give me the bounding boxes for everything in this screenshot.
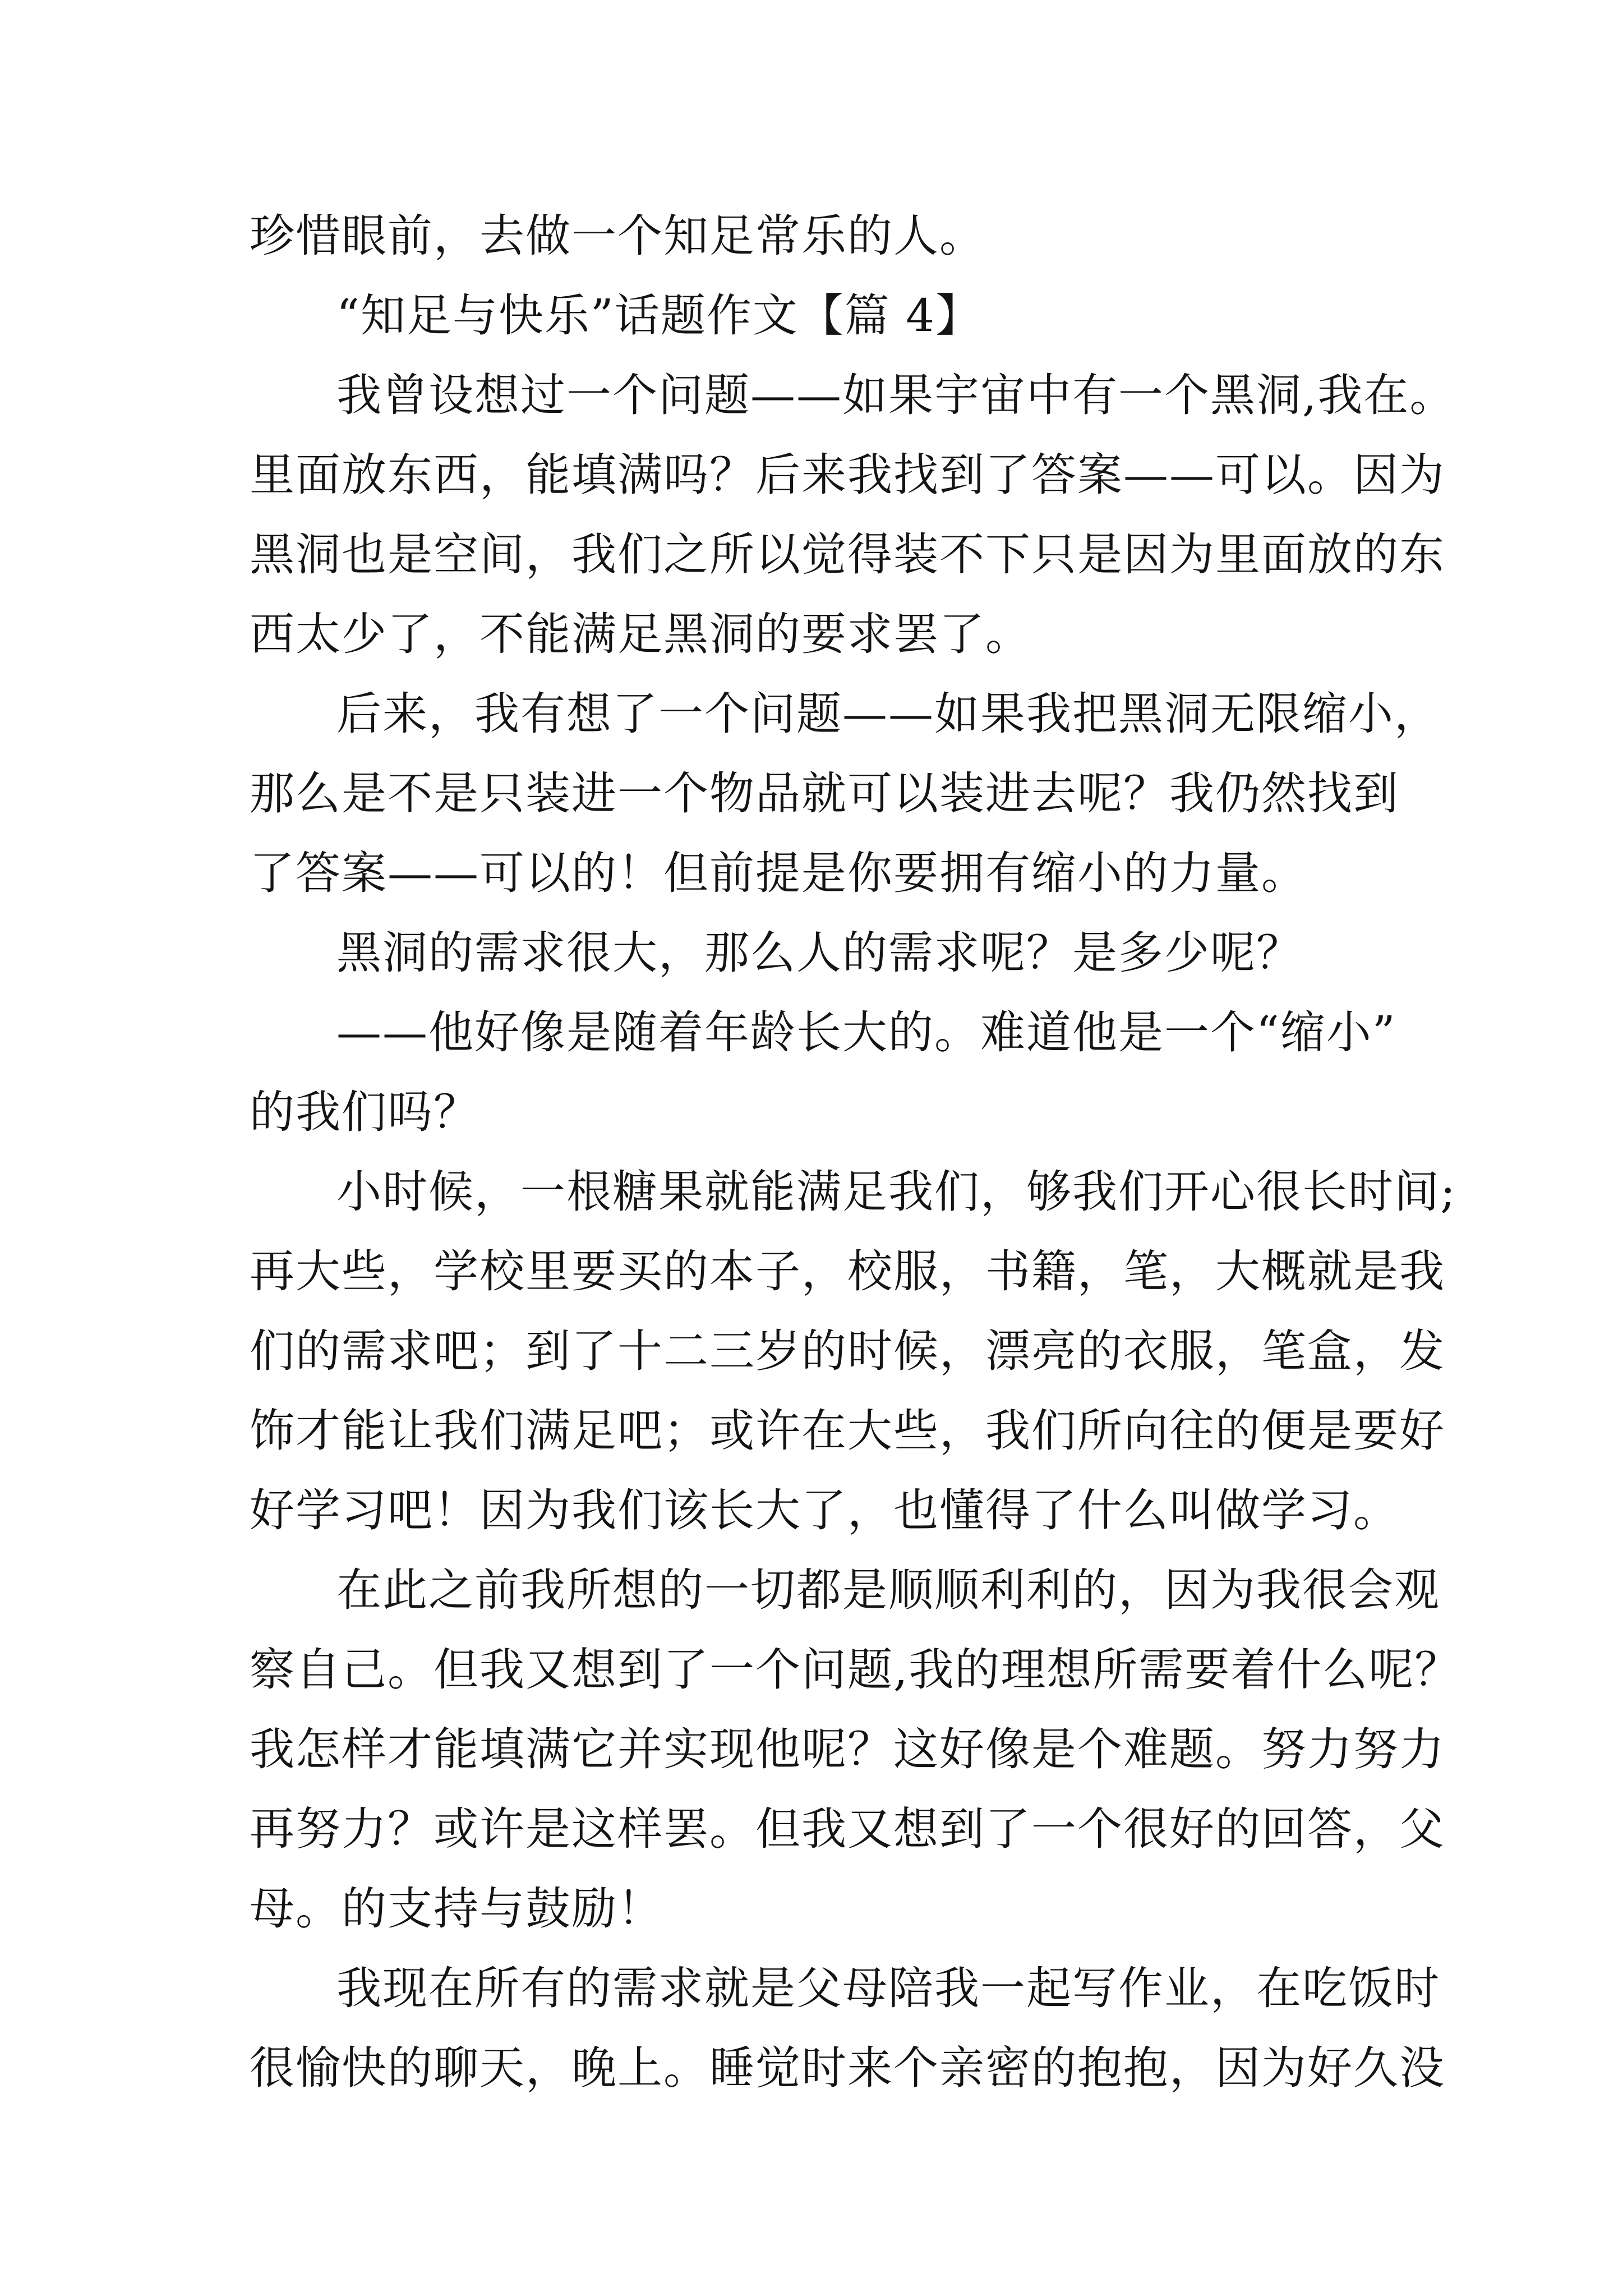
section-heading: “知足与快乐”话题作文【篇 4】 (336, 289, 982, 342)
text-line: 我现在所有的需求就是父母陪我一起写作业，在吃饭时 (336, 1962, 1440, 2014)
text-line: 们的需求吧；到了十二三岁的时候，漂亮的衣服，笔盒，发 (250, 1325, 1445, 1377)
text-line: 好学习吧！因为我们该长大了，也懂得了什么叫做学习。 (250, 1484, 1399, 1536)
text-line: 再大些，学校里要买的本子，校服，书籍，笔，大概就是我 (250, 1245, 1445, 1297)
text-line: 黑洞也是空间，我们之所以觉得装不下只是因为里面放的东 (250, 528, 1445, 581)
text-line: ——他好像是随着年龄长大的。难道他是一个“缩小” (336, 1006, 1396, 1059)
text-line: 了答案——可以的！但前提是你要拥有缩小的力量。 (250, 847, 1307, 899)
text-line: 小时候，一根糖果就能满足我们，够我们开心很长时间; (336, 1166, 1456, 1218)
text-line: 在此之前我所想的一切都是顺顺利利的，因为我很会观 (336, 1564, 1440, 1616)
text-line: 后来，我有想了一个问题——如果我把黑洞无限缩小， (336, 688, 1440, 740)
text-line: 察自己。但我又想到了一个问题,我的理想所需要着什么呢？ (250, 1644, 1461, 1696)
text-line: 西太少了，不能满足黑洞的要求罢了。 (250, 608, 1031, 660)
text-line: 再努力？或许是这样罢。但我又想到了一个很好的回答，父 (250, 1803, 1445, 1855)
text-line: 我怎样才能填满它并实现他呢？这好像是个难题。努力努力 (250, 1723, 1445, 1775)
text-line: 很愉快的聊天，晚上。睡觉时来个亲密的抱抱，因为好久没 (250, 2042, 1445, 2094)
text-line: 我曾设想过一个问题——如果宇宙中有一个黑洞,我在。 (336, 369, 1456, 421)
text-line: 母。的支持与鼓励！ (250, 1883, 663, 1935)
text-line: 里面放东西，能填满吗？后来我找到了答案——可以。因为 (250, 449, 1445, 501)
text-line: 黑洞的需求很大，那么人的需求呢？是多少呢？ (336, 927, 1302, 979)
text-line: 珍惜眼前，去做一个知足常乐的人。 (250, 210, 985, 262)
text-line: 饰才能让我们满足吧；或许在大些，我们所向往的便是要好 (250, 1405, 1445, 1457)
text-line: 那么是不是只装进一个物品就可以装进去呢？我仍然找到 (250, 767, 1399, 820)
text-line: 的我们吗？ (250, 1086, 479, 1138)
